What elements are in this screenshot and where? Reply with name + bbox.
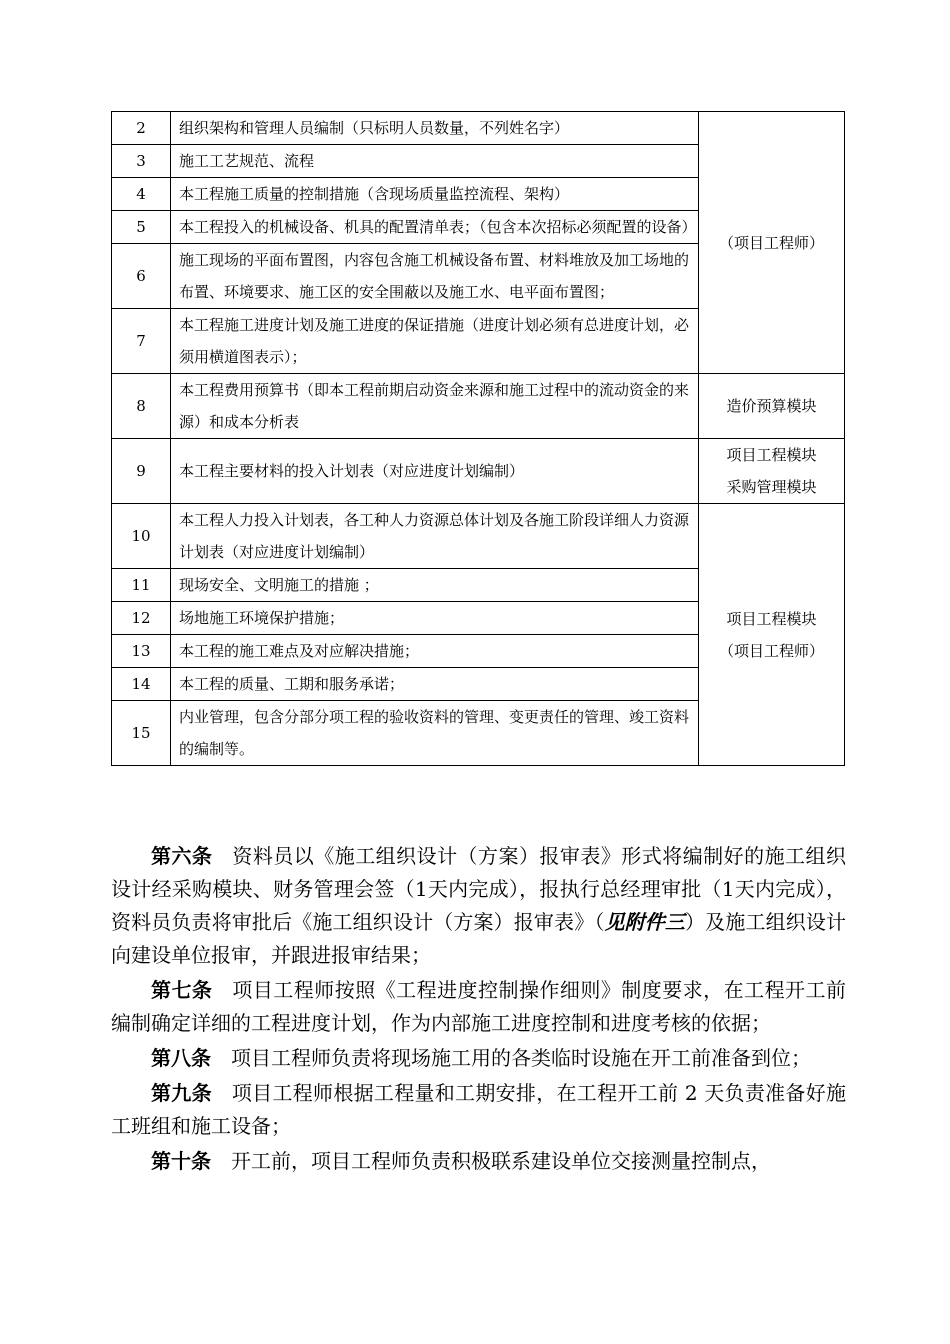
row-number: 10 <box>112 504 171 569</box>
article-9 <box>111 1077 846 1143</box>
row-content: 本工程主要材料的投入计划表（对应进度计划编制） <box>171 439 699 504</box>
row-content: 本工程的施工难点及对应解决措施； <box>171 635 699 668</box>
row-number: 2 <box>112 112 171 145</box>
article-text: ）及施工组织设计向建设单位报审，并跟进报审结果； <box>111 910 847 967</box>
responsible-cell <box>699 374 845 439</box>
responsible-cell <box>699 504 845 766</box>
responsible-label: （项目工程师） <box>718 641 824 660</box>
article-text: 资料员以《施工组织设计（方案）报审表》形式将编制好的施工组织设计经采购模块、财务管理会签（1天内完成），报执行总经理审批（1天内完成），资料员负责将审批后《施工组织设计（方案）报审表》（ <box>111 844 846 934</box>
article-label: 第九条 <box>151 1081 212 1105</box>
responsible-label: （项目工程师） <box>718 233 824 252</box>
row-content: 现场安全、文明施工的措施 ； <box>171 569 699 602</box>
table-row <box>112 504 845 569</box>
row-number: 15 <box>112 701 171 766</box>
row-content: 内业管理，包含分部分项工程的验收资料的管理、变更责任的管理、竣工资料的编制等。 <box>171 701 699 766</box>
responsible-cell <box>699 439 845 504</box>
article-text: 项目工程师根据工程量和工期安排，在工程开工前 2 天负责准备好施工班组和施工设备； <box>111 1081 846 1138</box>
row-content: 本工程的质量、工期和服务承诺； <box>171 668 699 701</box>
responsible-label: 项目工程模块 <box>726 609 817 628</box>
article-text: 项目工程师按照《工程进度控制操作细则》制度要求，在工程开工前编制确定详细的工程进度计划，作为内部施工进度控制和进度考核的依据； <box>111 978 846 1035</box>
row-number: 12 <box>112 602 171 635</box>
row-number: 3 <box>112 145 171 178</box>
articles-section <box>111 840 846 1180</box>
article-label: 第八条 <box>151 1046 211 1070</box>
responsible-label: 项目工程模块 <box>726 446 817 464</box>
article-8 <box>111 1042 846 1075</box>
article-6 <box>111 840 846 972</box>
row-content: 本工程施工进度计划及施工进度的保证措施（进度计划必须有总进度计划，必须用横道图表示）； <box>171 309 699 374</box>
row-number: 13 <box>112 635 171 668</box>
appendix-reference: 见附件三 <box>604 910 686 934</box>
article-10 <box>111 1145 846 1178</box>
row-content: 本工程费用预算书（即本工程前期启动资金来源和施工过程中的流动资金的来源）和成本分析表 <box>171 374 699 439</box>
article-label: 第七条 <box>151 978 213 1002</box>
row-number: 8 <box>112 374 171 439</box>
requirements-table <box>111 111 845 766</box>
row-number: 7 <box>112 309 171 374</box>
article-text: 开工前，项目工程师负责积极联系建设单位交接测量控制点， <box>231 1149 771 1173</box>
row-content: 场地施工环境保护措施； <box>171 602 699 635</box>
row-content: 施工工艺规范、流程 <box>171 145 699 178</box>
responsible-cell <box>699 112 845 374</box>
article-7 <box>111 974 846 1040</box>
responsible-label: 造价预算模块 <box>726 397 817 415</box>
responsible-label: 采购管理模块 <box>726 478 817 496</box>
row-content: 本工程施工质量的控制措施（含现场质量监控流程、架构） <box>171 178 699 211</box>
row-number: 6 <box>112 244 171 309</box>
row-content: 本工程人力投入计划表，各工种人力资源总体计划及各施工阶段详细人力资源计划表（对应进度计划编制） <box>171 504 699 569</box>
row-content: 组织架构和管理人员编制（只标明人员数量，不列姓名字） <box>171 112 699 145</box>
row-number: 14 <box>112 668 171 701</box>
row-number: 9 <box>112 439 171 504</box>
row-content: 本工程投入的机械设备、机具的配置清单表；（包含本次招标必须配置的设备） <box>171 211 699 244</box>
article-label: 第十条 <box>151 1149 211 1173</box>
article-text: 项目工程师负责将现场施工用的各类临时设施在开工前准备到位； <box>231 1046 811 1070</box>
row-number: 4 <box>112 178 171 211</box>
row-number: 5 <box>112 211 171 244</box>
row-content: 施工现场的平面布置图，内容包含施工机械设备布置、材料堆放及加工场地的布置、环境要求、施工区的安全围蔽以及施工水、电平面布置图； <box>171 244 699 309</box>
table-row <box>112 374 845 439</box>
article-label: 第六条 <box>151 844 213 868</box>
table-row <box>112 439 845 504</box>
table-row <box>112 112 845 145</box>
row-number: 11 <box>112 569 171 602</box>
